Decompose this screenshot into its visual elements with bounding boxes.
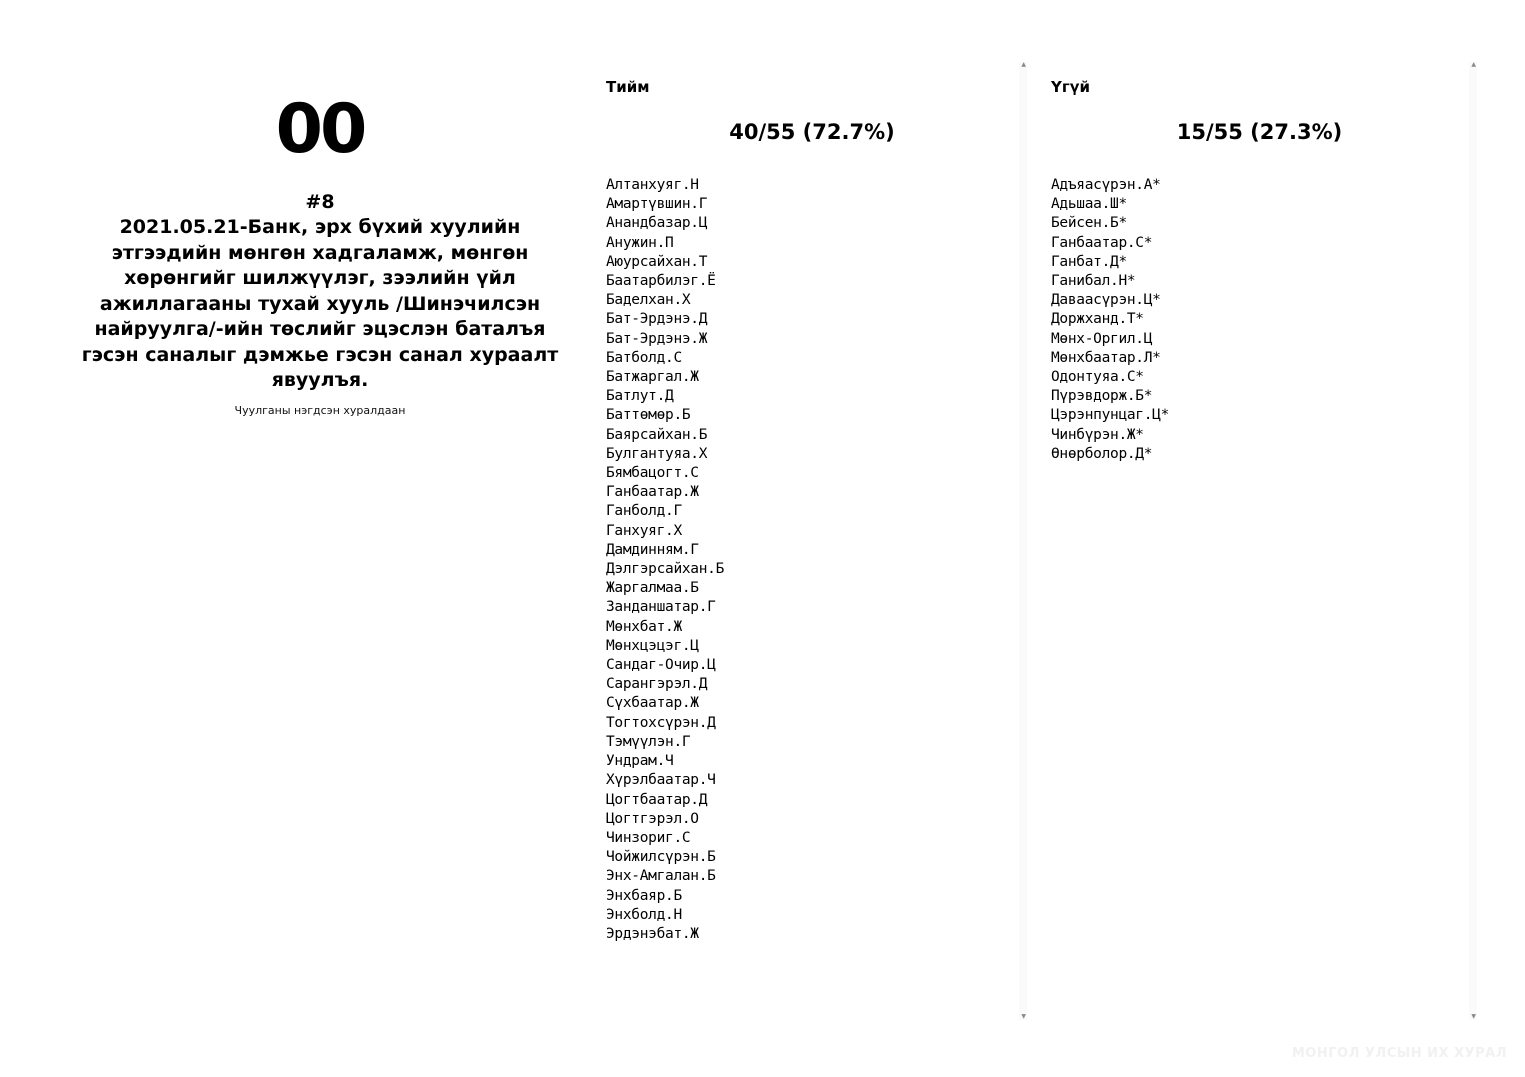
voter-name: Занданшатар.Г bbox=[606, 599, 716, 616]
voter-name: Бейсен.Б* bbox=[1051, 215, 1127, 232]
voter-name: Чинбүрэн.Ж* bbox=[1051, 426, 1144, 443]
voter-name: Өнөрболор.Д* bbox=[1051, 445, 1153, 462]
yes-column[interactable] bbox=[597, 62, 1027, 1020]
voter-name: Дамдинням.Г bbox=[606, 541, 699, 558]
scroll-down-icon[interactable]: ▼ bbox=[1471, 1013, 1476, 1020]
voter-name: Мөнхбаатар.Л* bbox=[1051, 349, 1161, 366]
voter-name: Батлут.Д bbox=[606, 388, 674, 405]
voter-name: Адьшаа.Ш* bbox=[1051, 196, 1127, 213]
voter-name: Даваасүрэн.Ц* bbox=[1051, 292, 1161, 309]
voter-name: Доржханд.Т* bbox=[1051, 311, 1144, 328]
scroll-up-icon[interactable]: ▲ bbox=[1021, 61, 1026, 68]
vote-number: #8 bbox=[305, 191, 335, 213]
voter-name: Эрдэнэбат.Ж bbox=[606, 925, 699, 942]
voter-name: Бат-Эрдэнэ.Д bbox=[606, 311, 708, 328]
voter-name: Ганбат.Д* bbox=[1051, 253, 1127, 270]
voter-name: Энхболд.Н bbox=[606, 906, 682, 923]
yes-header: Тийм bbox=[606, 78, 650, 96]
vote-big-number: 00 bbox=[275, 90, 365, 169]
voter-name: Мөнх-Оргил.Ц bbox=[1051, 330, 1153, 347]
voter-name: Энх-Амгалан.Б bbox=[606, 868, 716, 885]
voter-name: Пүрэвдорж.Б* bbox=[1051, 388, 1153, 405]
yes-names-list bbox=[606, 176, 724, 944]
voter-name: Бямбацогт.С bbox=[606, 465, 699, 482]
voter-name: Цэрэнпунцаг.Ц* bbox=[1051, 407, 1170, 424]
vote-summary-panel bbox=[75, 90, 565, 417]
voter-name: Баатарбилэг.Ё bbox=[606, 273, 716, 290]
vote-title: 2021.05.21-Банк, эрх бүхий хуулийн этгээдийн мөнгөн хадгаламж, мөнгөн хөрөнгийг шилжүүлэг, зээлийн үйл ажиллагааны тухай хууль /Шинэчилсэн найруулга/-ийн төслийг эцэслэн баталъя гэсэн саналыг дэмжье гэсэн санал хураалт явуулъя. bbox=[81, 216, 559, 391]
no-names-list bbox=[1051, 176, 1169, 464]
no-header: Үгүй bbox=[1051, 78, 1090, 96]
voter-name: Цогтгэрэл.О bbox=[606, 810, 699, 827]
scroll-down-icon[interactable]: ▼ bbox=[1021, 1013, 1026, 1020]
watermark: МОНГОЛ УЛСЫН ИХ ХУРАЛ bbox=[1291, 1046, 1507, 1061]
voter-name: Анужин.П bbox=[606, 234, 674, 251]
voter-name: Сандаг-Очир.Ц bbox=[606, 657, 716, 674]
voter-name: Алтанхуяг.Н bbox=[606, 177, 699, 193]
voter-name: Анандбазар.Ц bbox=[606, 215, 708, 232]
voter-name: Батболд.С bbox=[606, 349, 682, 366]
voter-name: Чинзориг.С bbox=[606, 829, 691, 846]
voter-name: Баделхан.Х bbox=[606, 292, 691, 309]
yes-scrollbar[interactable] bbox=[1019, 62, 1027, 1020]
voter-name: Ганболд.Г bbox=[606, 503, 682, 520]
no-count: 15/55 (27.3%) bbox=[1176, 120, 1343, 144]
no-scrollbar[interactable] bbox=[1469, 62, 1477, 1020]
voter-name: Тогтохсүрэн.Д bbox=[606, 714, 716, 731]
yes-count: 40/55 (72.7%) bbox=[729, 120, 895, 144]
no-column[interactable] bbox=[1042, 62, 1477, 1020]
voter-name: Одонтуяа.С* bbox=[1051, 369, 1144, 386]
voter-name: Цогтбаатар.Д bbox=[606, 791, 708, 808]
voter-name: Дэлгэрсайхан.Б bbox=[606, 561, 725, 578]
voter-name: Тэмүүлэн.Г bbox=[606, 733, 691, 750]
voter-name: Чойжилсүрэн.Б bbox=[606, 849, 716, 866]
voter-name: Аюурсайхан.Т bbox=[606, 253, 708, 270]
voter-name: Амартүвшин.Г bbox=[606, 196, 708, 213]
voter-name: Ундрам.Ч bbox=[606, 753, 674, 770]
voter-name: Ганбаатар.Ж bbox=[606, 484, 699, 501]
voter-name: Адъяасүрэн.А* bbox=[1051, 177, 1161, 193]
voter-name: Булгантуяа.Х bbox=[606, 445, 708, 462]
voter-name: Жаргалмаа.Б bbox=[606, 580, 699, 597]
voter-name: Мөнхцэцэг.Ц bbox=[606, 637, 699, 654]
voter-name: Мөнхбат.Ж bbox=[606, 618, 682, 635]
voter-name: Хүрэлбаатар.Ч bbox=[606, 772, 716, 789]
session-label: Чуулганы нэгдсэн хуралдаан bbox=[234, 403, 406, 417]
voter-name: Батжаргал.Ж bbox=[606, 369, 699, 386]
voter-name: Баярсайхан.Б bbox=[606, 426, 708, 443]
voter-name: Ганбаатар.С* bbox=[1051, 234, 1153, 251]
scroll-up-icon[interactable]: ▲ bbox=[1471, 61, 1476, 68]
voter-name: Ганхуяг.Х bbox=[606, 522, 682, 539]
voter-name: Энхбаяр.Б bbox=[606, 887, 682, 904]
voter-name: Баттөмөр.Б bbox=[606, 407, 691, 424]
voter-name: Ганибал.Н* bbox=[1051, 273, 1136, 290]
voter-name: Сарангэрэл.Д bbox=[606, 676, 708, 693]
voter-name: Сүхбаатар.Ж bbox=[606, 695, 699, 712]
voter-name: Бат-Эрдэнэ.Ж bbox=[606, 330, 708, 347]
